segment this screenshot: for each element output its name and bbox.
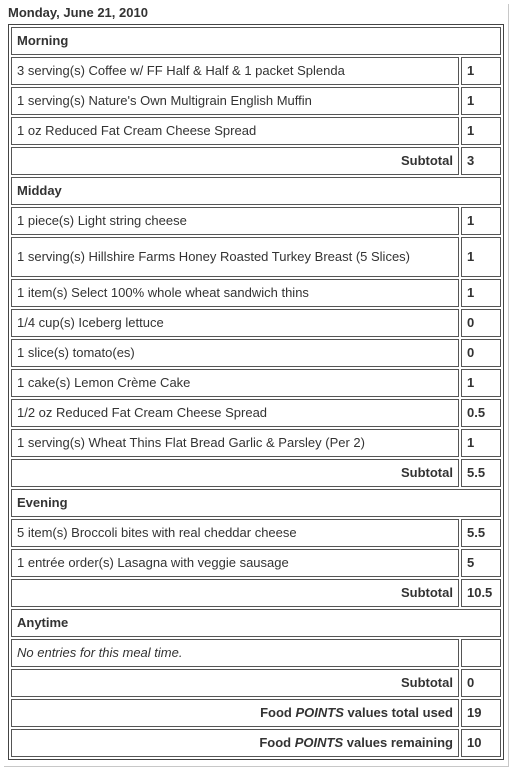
points-used-em: POINTS bbox=[295, 705, 344, 720]
points-used-row bbox=[11, 699, 501, 727]
points-remaining-value: 10 bbox=[461, 729, 501, 757]
food-entry-description: 1 serving(s) Wheat Thins Flat Bread Garlic & Parsley (Per 2) bbox=[11, 429, 459, 457]
points-used-value: 19 bbox=[461, 699, 501, 727]
subtotal-label: Subtotal bbox=[11, 459, 459, 487]
subtotal-label: Subtotal bbox=[11, 579, 459, 607]
food-entry-row bbox=[11, 339, 501, 367]
food-entry-points: 1 bbox=[461, 237, 501, 277]
subtotal-row-evening bbox=[11, 579, 501, 607]
food-entry-description: 1 slice(s) tomato(es) bbox=[11, 339, 459, 367]
food-entry-description: 3 serving(s) Coffee w/ FF Half & Half & 1 packet Splenda bbox=[11, 57, 459, 85]
subtotal-label: Subtotal bbox=[11, 147, 459, 175]
food-entry-points: 0 bbox=[461, 309, 501, 337]
points-remaining-row bbox=[11, 729, 501, 757]
meal-name: Anytime bbox=[11, 609, 501, 637]
points-remaining-label bbox=[11, 729, 459, 757]
food-entry-description: 1/4 cup(s) Iceberg lettuce bbox=[11, 309, 459, 337]
subtotal-row-morning bbox=[11, 147, 501, 175]
empty-message: No entries for this meal time. bbox=[11, 639, 459, 667]
food-entry-description: 1 serving(s) Hillshire Farms Honey Roasted Turkey Breast (5 Slices) bbox=[11, 237, 459, 277]
meal-name: Morning bbox=[11, 27, 501, 55]
points-remaining-suffix: values remaining bbox=[343, 735, 453, 750]
food-log-table bbox=[8, 24, 504, 760]
subtotal-value: 3 bbox=[461, 147, 501, 175]
food-entry-row bbox=[11, 237, 501, 277]
food-entry-row bbox=[11, 549, 501, 577]
food-entry-row bbox=[11, 57, 501, 85]
food-entry-description: 1 oz Reduced Fat Cream Cheese Spread bbox=[11, 117, 459, 145]
points-remaining-em: POINTS bbox=[294, 735, 344, 750]
food-entry-row bbox=[11, 369, 501, 397]
points-remaining-prefix: Food bbox=[259, 735, 295, 750]
page-title: Monday, June 21, 2010 bbox=[8, 5, 148, 20]
food-entry-points: 5 bbox=[461, 549, 501, 577]
food-entry-description: 5 item(s) Broccoli bites with real cheddar cheese bbox=[11, 519, 459, 547]
subtotal-label: Subtotal bbox=[11, 669, 459, 697]
empty-points-cell bbox=[461, 639, 501, 667]
food-entry-points: 1 bbox=[461, 369, 501, 397]
food-entry-row bbox=[11, 519, 501, 547]
subtotal-value: 10.5 bbox=[461, 579, 501, 607]
food-entry-points: 1 bbox=[461, 429, 501, 457]
subtotal-row-anytime bbox=[11, 669, 501, 697]
food-entry-row bbox=[11, 117, 501, 145]
food-entry-points: 0 bbox=[461, 339, 501, 367]
food-entry-points: 1 bbox=[461, 117, 501, 145]
subtotal-value: 0 bbox=[461, 669, 501, 697]
food-entry-row bbox=[11, 399, 501, 427]
food-entry-description: 1 cake(s) Lemon Crème Cake bbox=[11, 369, 459, 397]
food-entry-points: 1 bbox=[461, 207, 501, 235]
food-entry-description: 1 entrée order(s) Lasagna with veggie sausage bbox=[11, 549, 459, 577]
food-entry-points: 5.5 bbox=[461, 519, 501, 547]
food-entry-description: 1 item(s) Select 100% whole wheat sandwich thins bbox=[11, 279, 459, 307]
food-entry-row bbox=[11, 207, 501, 235]
food-entry-points: 1 bbox=[461, 57, 501, 85]
meal-header-evening bbox=[11, 489, 501, 517]
meal-header-morning bbox=[11, 27, 501, 55]
food-entry-row bbox=[11, 279, 501, 307]
subtotal-value: 5.5 bbox=[461, 459, 501, 487]
food-entry-row bbox=[11, 309, 501, 337]
food-entry-description: 1/2 oz Reduced Fat Cream Cheese Spread bbox=[11, 399, 459, 427]
points-used-label bbox=[11, 699, 459, 727]
food-entry-points: 1 bbox=[461, 87, 501, 115]
points-used-prefix: Food bbox=[260, 705, 296, 720]
meal-name: Midday bbox=[11, 177, 501, 205]
food-entry-description: 1 serving(s) Nature's Own Multigrain English Muffin bbox=[11, 87, 459, 115]
food-entry-points: 1 bbox=[461, 279, 501, 307]
food-entry-row bbox=[11, 87, 501, 115]
empty-entry-row bbox=[11, 639, 501, 667]
food-entry-description: 1 piece(s) Light string cheese bbox=[11, 207, 459, 235]
points-used-suffix: values total used bbox=[343, 705, 453, 720]
meal-name: Evening bbox=[11, 489, 501, 517]
food-entry-points: 0.5 bbox=[461, 399, 501, 427]
meal-header-anytime bbox=[11, 609, 501, 637]
subtotal-row-midday bbox=[11, 459, 501, 487]
food-entry-row bbox=[11, 429, 501, 457]
meal-header-midday bbox=[11, 177, 501, 205]
